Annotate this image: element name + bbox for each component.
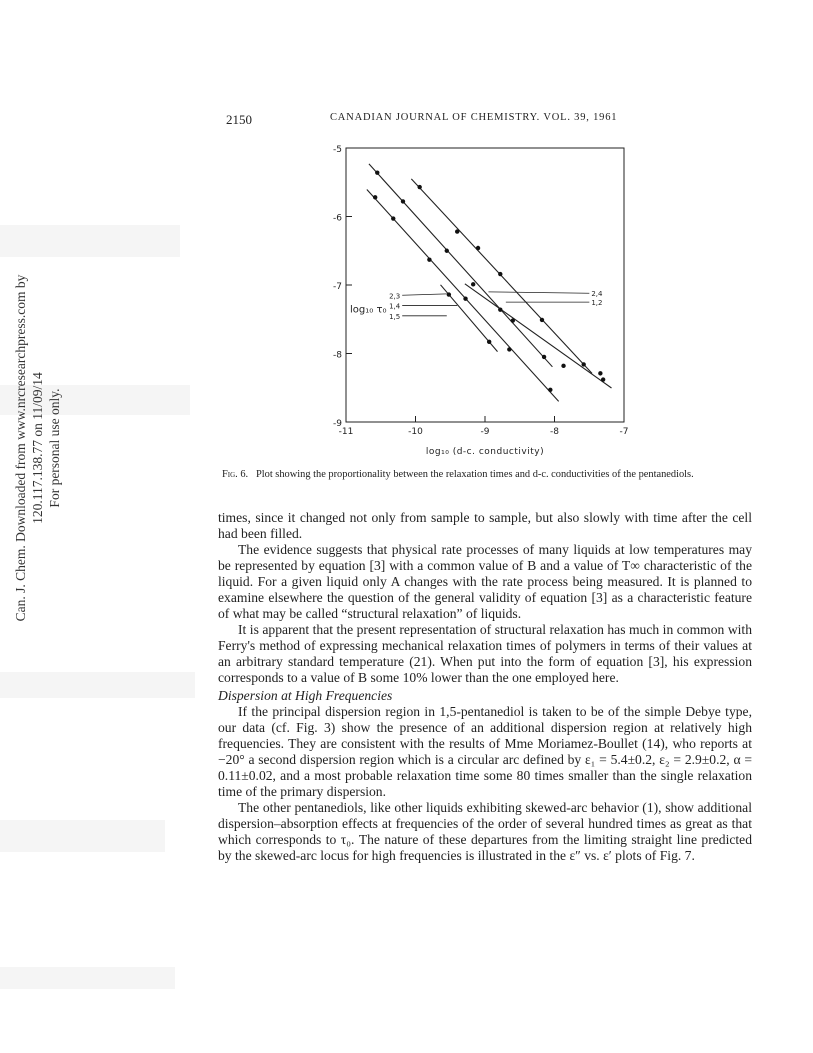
data-point bbox=[401, 199, 405, 203]
figure-caption bbox=[222, 469, 757, 481]
callout-leader bbox=[402, 294, 447, 295]
paragraph: The evidence suggests that physical rate processes of many liquids at low temperatures may be represented by equation [3] with a common value of B and a value of T∞ characteristic of the liquid. For a given liquid only A changes with the rate process being measured. It is planned to examine elsewhere the question of the general validity of equation [3] as a characteristic feature of what may be called “structural relaxation” of liquids. bbox=[218, 542, 752, 621]
x-axis-label: log₁₀ (d-c. conductivity) bbox=[425, 447, 545, 457]
paragraph: If the principal dispersion region in 1,5-pentanediol is taken to be of the simple Debye type, our data (cf. Fig. 3) show the presence of an additional dispersion region at relatively high frequencies. They are consistent with the results of Mme Moriamez-Boullet (14), who reports at −20° a second dispersion region which is a circular arc defined by ε₁ = 5.4±0.2, ε₂ = 2.9±0.2, α = 0.11±0.02, and a most probable relaxation time some 80 times smaller than the single relaxation time of the primary dispersion. bbox=[218, 704, 752, 799]
section-heading: Dispersion at High Frequencies bbox=[218, 688, 393, 703]
scan-artifact bbox=[0, 967, 175, 989]
data-point bbox=[542, 355, 546, 359]
regression-line bbox=[465, 284, 612, 388]
plot-frame bbox=[346, 148, 624, 422]
data-point bbox=[581, 362, 585, 366]
series-label: 2,3 bbox=[389, 292, 401, 301]
data-point bbox=[548, 388, 552, 392]
data-point bbox=[601, 377, 605, 381]
plot-border bbox=[346, 148, 624, 422]
y-tick-label: -8 bbox=[333, 350, 342, 361]
regression-line bbox=[411, 179, 592, 374]
data-point bbox=[447, 292, 451, 296]
axis-labels bbox=[333, 145, 628, 457]
watermark-line: For personal use only. bbox=[47, 388, 62, 508]
series-label: 1,4 bbox=[389, 302, 401, 311]
x-tick-label: -11 bbox=[338, 427, 354, 437]
figure-6-chart bbox=[330, 138, 630, 463]
caption-text: Plot showing the proportionality between the relaxation times and d-c. conductivities of the pentanediols. bbox=[255, 469, 694, 480]
data-point bbox=[498, 307, 502, 311]
y-tick-label: -5 bbox=[333, 145, 342, 155]
series-label: 1,2 bbox=[591, 299, 603, 308]
scan-artifact bbox=[0, 820, 165, 852]
data-point bbox=[375, 170, 379, 174]
data-point bbox=[445, 249, 449, 253]
data-point bbox=[463, 297, 467, 301]
data-point bbox=[561, 364, 565, 368]
paragraph: The other pentanediols, like other liquids exhibiting skewed-arc behavior (1), show additional dispersion–absorption effects at frequencies of the order of several hundred times as great as that which corresponds to τ₀. The nature of these departures from the limiting straight line predicted by the skewed-arc locus for high frequencies is illustrated in the ε″ vs. ε′ plots of Fig. 7. bbox=[218, 800, 752, 863]
data-point bbox=[373, 195, 377, 199]
data-point bbox=[487, 340, 491, 344]
data-point bbox=[471, 282, 475, 286]
data-point bbox=[511, 318, 515, 322]
x-tick-label: -9 bbox=[480, 427, 490, 437]
data-point bbox=[427, 257, 431, 261]
data-point bbox=[598, 371, 602, 375]
y-tick-label: -7 bbox=[333, 282, 342, 292]
y-tick-label: -6 bbox=[333, 213, 342, 224]
running-title: CANADIAN JOURNAL OF CHEMISTRY. VOL. 39, 1961 bbox=[330, 112, 618, 123]
data-point bbox=[498, 272, 502, 276]
callout-leader bbox=[488, 292, 589, 293]
data-point bbox=[540, 318, 544, 322]
scan-artifact bbox=[0, 672, 195, 698]
x-tick-label: -7 bbox=[619, 427, 629, 437]
y-axis-label: log₁₀ τ₀ bbox=[350, 304, 387, 316]
data-point bbox=[391, 216, 395, 220]
paragraph: It is apparent that the present representation of structural relaxation has much in common with Ferry's method of expressing mechanical relaxation times of polymers in terms of their values at an arbitrary standard temperature (21). When put into the form of equation [3], his expression corresponds to a value of B some 10% lower than the one employed here. bbox=[218, 622, 752, 685]
x-tick-label: -8 bbox=[550, 427, 559, 437]
series-label: 2,4 bbox=[591, 290, 603, 299]
data-point bbox=[507, 347, 511, 351]
scan-artifact bbox=[0, 225, 180, 257]
body-text bbox=[218, 510, 752, 864]
watermark-line: Can. J. Chem. Downloaded from www.nrcresearchpress.com by 120.117.138.77 on 11/09/14 bbox=[13, 274, 45, 622]
regression-line bbox=[369, 164, 552, 367]
data-point bbox=[476, 246, 480, 250]
download-watermark bbox=[12, 268, 62, 628]
page-number: 2150 bbox=[226, 112, 252, 127]
x-tick-label: -10 bbox=[408, 427, 423, 437]
data-point bbox=[417, 185, 421, 189]
series-label: 1,5 bbox=[389, 312, 401, 321]
paragraph: times, since it changed not only from sample to sample, but also slowly with time after the cell had been filled. bbox=[218, 510, 752, 541]
y-tick-label: -9 bbox=[333, 419, 342, 429]
data-point bbox=[455, 229, 459, 233]
caption-label: Fig. 6. bbox=[222, 469, 249, 480]
